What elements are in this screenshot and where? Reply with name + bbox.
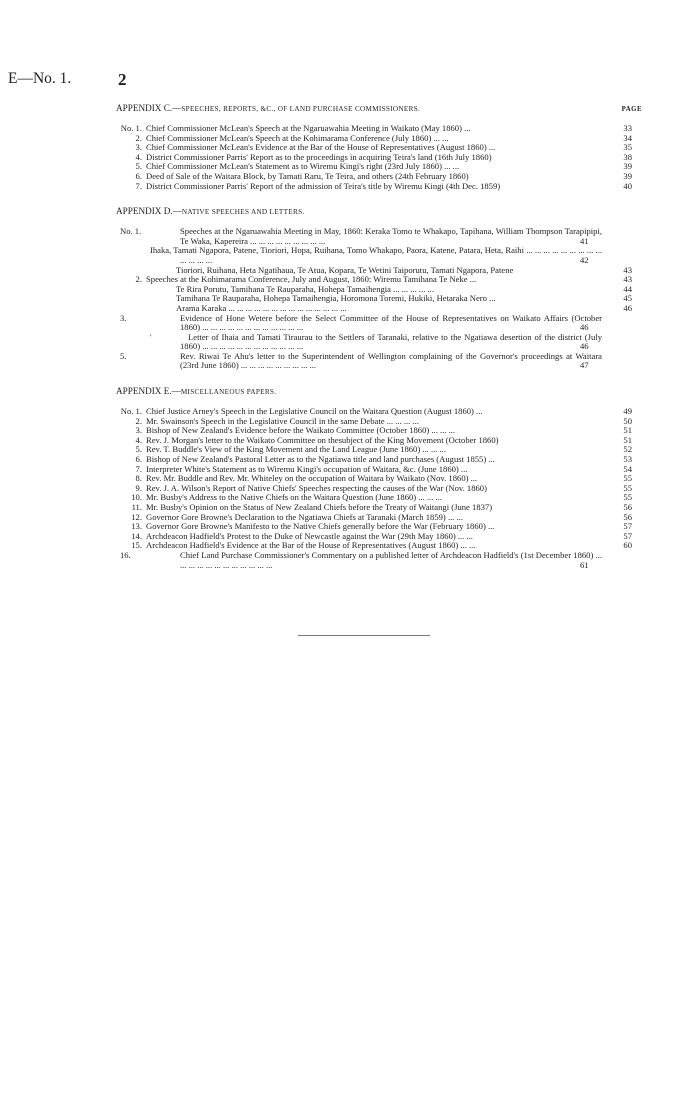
entry-text: Archdeacon Hadfield's Evidence at the Bar of the House of Representatives (August 1860) ... ... <box>146 540 476 551</box>
entry-text: Speeches at the Kohimarama Conference, July and August, 1860: Wiremu Tamihana Te Neke ... <box>146 274 477 285</box>
entry-text: Letter of Ihaia and Tamati Tiraurau to the Settlers of Taranaki, relative to the Ngatiawa desertion of the district (July 1860) ... ... ... ... ... ... ... ... ... ... ... ... <box>180 331 602 352</box>
entry-text: Governor Gore Browne's Manifesto to the Native Chiefs generally before the War (February 1860) ... <box>146 521 495 532</box>
entry-page: 44 <box>623 283 632 294</box>
appendix-section <box>116 207 632 371</box>
entry-number: 15. <box>131 540 142 551</box>
entry-page: 39 <box>623 170 632 181</box>
entry-number: No. 1. <box>120 123 142 133</box>
appendix-subtitle: MISCELLANEOUS PAPERS. <box>180 388 277 397</box>
entry-number: 12. <box>131 511 142 522</box>
entry-number: 5. <box>135 161 142 172</box>
entry-page: 45 <box>623 293 632 304</box>
entry-text: Mr. Busby's Opinion on the Status of New Zealand Chiefs before the Treaty of Waitangi (June 1837) <box>146 502 493 512</box>
entry-page: 60 <box>623 540 632 551</box>
entry-text: Rev. J. A. Wilson's Report of Native Chiefs' Speeches respecting the causes of the War (Nov. 1860) <box>146 482 487 493</box>
appendix-title: APPENDIX E.— <box>116 386 181 397</box>
appendix-section <box>116 387 632 570</box>
entry-text: District Commissioner Parris' Report of the admission of Teira's title by Wiremu Kingi (4th Dec. 1859) <box>146 180 501 191</box>
entry-number: 2. <box>135 415 142 426</box>
entry-number: 2. <box>135 274 142 285</box>
entry-page: 33 <box>623 123 632 133</box>
appendix-heading <box>116 387 632 398</box>
entry-text: Interpreter White's Statement as to Wiremu Kingi's occupation of Waitara, &c. (June 1860) ... <box>146 463 468 474</box>
entry-number: 3. <box>135 425 142 436</box>
entry-number: 9. <box>135 482 142 493</box>
entry-text: Evidence of Hone Wetere before the Select Committee of the House of Representatives on Waikato Affairs (October 1860) ... ... ... ... ... ... ... ... ... ... ... ... <box>180 312 602 333</box>
entry-mark: ' <box>150 331 152 342</box>
entry-text: Mr. Swainson's Speech in the Legislative Council in the same Debate ... ... ... ... <box>146 415 419 426</box>
entry-number: 10. <box>131 492 142 503</box>
appendix-section <box>116 103 642 191</box>
appendix-subtitle: NATIVE SPEECHES AND LETTERS. <box>181 208 305 217</box>
entry-text: Bishop of New Zealand's Evidence before the Waikato Committee (October 1860) ... ... ... <box>146 425 456 436</box>
entry-text: Speeches at the Ngaruawahia Meeting in May, 1860: Keraka Tomo te Whakapo, Tapihana, William Thompson Tarapipipi, Te Waka, Kapereira ... ... ... ... ... ... ... ... ... <box>180 226 602 246</box>
entry-text: Chief Commissioner McLean's Speech at the Kohimarama Conference (July 1860) ... ... <box>146 132 449 143</box>
entry-page: 46 <box>623 302 632 313</box>
appendix-heading <box>116 207 632 218</box>
entry-text: Deed of Sale of the Waitara Block, by Tamati Raru, Te Teira, and others (24th February 1860) <box>146 170 469 181</box>
entry-page: 35 <box>623 142 632 153</box>
entry-page: 49 <box>623 406 632 417</box>
contents-entry <box>116 227 632 246</box>
contents-list <box>116 103 642 586</box>
entry-page: 53 <box>623 454 632 465</box>
entry-page: 52 <box>623 444 632 455</box>
entry-page: 51 <box>623 434 632 445</box>
entry-number: 11. <box>131 502 142 512</box>
page-number: 2 <box>118 70 127 89</box>
contents-entry <box>116 551 632 570</box>
entry-number: 6. <box>135 170 142 181</box>
entry-text: Chief Commissioner McLean's Speech at the Ngaruawahia Meeting in Waikato (May 1860) ... <box>146 123 471 133</box>
appendix-subtitle: SPEECHES, REPORTS, &C., OF LAND PURCHASE COMMISSIONERS. <box>181 105 421 113</box>
entry-number: 7. <box>135 180 142 191</box>
entry-text: Tioriori, Ruihana, Heta Ngatihaua, Te Atua, Kopara, Te Wetini Taiporutu, Tamati Ngapora, Patene <box>176 264 514 275</box>
entry-text: Rev. Mr. Buddle and Rev. Mr. Whiteley on the occupation of Waitara by Waikato (Nov. 1860) ... <box>146 473 478 484</box>
document-reference: E—No. 1. <box>8 70 72 87</box>
entry-number: 13. <box>131 521 142 532</box>
entry-number: No. 1. <box>120 226 142 237</box>
entry-page: 51 <box>623 425 632 436</box>
entry-page: 38 <box>623 151 632 162</box>
entry-text: Governor Gore Browne's Declaration to the Ngatiawa Chiefs at Taranaki (March 1859) ... ... <box>146 511 463 522</box>
entry-text: Ihaka, Tamati Ngapora, Patene, Tioriori, Hopa, Ruihana, Tomo Whakapo, Paora, Katene, Patara, Heta, Raihi ... ... ... ... ... ... ... ... ... ... ... ... ... <box>150 245 602 265</box>
entry-page: 39 <box>623 161 632 172</box>
contents-entry <box>116 314 632 333</box>
entry-number: 14. <box>131 530 142 541</box>
page-column-label: PAGE <box>621 106 642 113</box>
entry-text: Mr. Busby's Address to the Native Chiefs on the Waitara Question (June 1860) ... ... ... <box>146 492 442 503</box>
entry-page: 43 <box>623 274 632 285</box>
entry-number: 5. <box>120 350 127 361</box>
entry-page: 55 <box>623 482 632 493</box>
contents-entry <box>116 246 632 265</box>
contents-entry <box>116 333 632 352</box>
entry-number: 4. <box>135 151 142 162</box>
entry-text: Tamihana Te Rauparaha, Hohepa Tamaihengia, Horomona Toremi, Hukiki, Hetaraka Nero ... <box>176 293 496 304</box>
appendix-heading <box>116 103 642 115</box>
appendix-title: APPENDIX C.— <box>116 103 182 113</box>
entry-text: Chief Commissioner McLean's Statement as to Wiremu Kingi's right (23rd July 1860) ... ... <box>146 161 460 172</box>
entry-number: No. 1. <box>120 406 142 417</box>
entry-page: 43 <box>623 264 632 275</box>
entry-number: 5. <box>135 444 142 455</box>
entry-page: 40 <box>623 180 632 191</box>
entry-number: 2. <box>135 132 142 143</box>
entry-text: Rev. Riwai Te Ahu's letter to the Superintendent of Wellington complaining of the Governor's proceedings at Waitara (23rd June 1860) ... ... ... ... ... ... ... ... ... <box>180 350 602 371</box>
entry-text: Arama Karaka ... ... ... ... ... ... ... ... ... ... ... ... ... ... <box>176 302 347 313</box>
entry-page: 57 <box>623 521 632 532</box>
entry-text: Rev. T. Buddle's View of the King Movement and the Land League (June 1860) ... ... ... <box>146 444 446 455</box>
entry-page: 34 <box>623 132 632 143</box>
contents-entry <box>116 182 632 192</box>
entry-text: Chief Justice Arney's Speech in the Legislative Council on the Waitara Question (August 1860) ... <box>146 406 483 417</box>
entry-page: 55 <box>623 473 632 484</box>
entry-page: 41 <box>580 235 589 246</box>
contents-entry <box>116 352 632 371</box>
entry-text: Chief Land Purchase Commissioner's Commentary on a published letter of Archdeacon Hadfield's (1st December 1860) ... ... ... ... ... ... ... ... ... ... ... ... <box>180 549 602 570</box>
entry-text: Archdeacon Hadfield's Protest to the Duke of Newcastle against the War (29th May 1860) ... ... <box>146 530 473 541</box>
entry-page: 56 <box>623 511 632 522</box>
entry-number: 8. <box>135 473 142 484</box>
entry-page: 56 <box>623 502 632 512</box>
entry-page: 47 <box>580 360 589 371</box>
entry-text: Bishop of New Zealand's Pastoral Letter as to the Ngatiawa title and land purchases (August 1855) ... <box>146 454 495 465</box>
entry-page: 61 <box>580 559 589 570</box>
entry-number: 4. <box>135 434 142 445</box>
section-divider <box>298 635 430 636</box>
entry-number: 6. <box>135 454 142 465</box>
entry-text: District Commissioner Parris' Report as to the proceedings in acquiring Teira's land (16th July 1860) <box>146 151 492 162</box>
entry-page: 42 <box>580 254 589 265</box>
entry-text: Rev. J. Morgan's letter to the Waikato Committee on thesubject of the King Movement (October 1860) <box>146 434 499 445</box>
entry-text: Chief Commissioner McLean's Evidence at the Bar of the House of Representatives (August 1860) ... <box>146 142 496 153</box>
entry-page: 55 <box>623 492 632 503</box>
entry-page: 57 <box>623 530 632 541</box>
appendix-title: APPENDIX D.— <box>116 206 182 217</box>
entry-page: 46 <box>580 322 589 333</box>
entry-number: 3. <box>135 142 142 153</box>
entry-page: 50 <box>623 415 632 426</box>
entry-number: 7. <box>135 463 142 474</box>
entry-number: 16. <box>120 549 131 560</box>
entry-page: 54 <box>623 463 632 474</box>
entry-page: 46 <box>580 341 589 352</box>
entry-text: Te Rira Porutu, Tamihana Te Rauparaha, Hohepa Tamaihengia ... ... ... ... ... <box>176 283 434 294</box>
entry-number: 3. <box>120 312 127 323</box>
